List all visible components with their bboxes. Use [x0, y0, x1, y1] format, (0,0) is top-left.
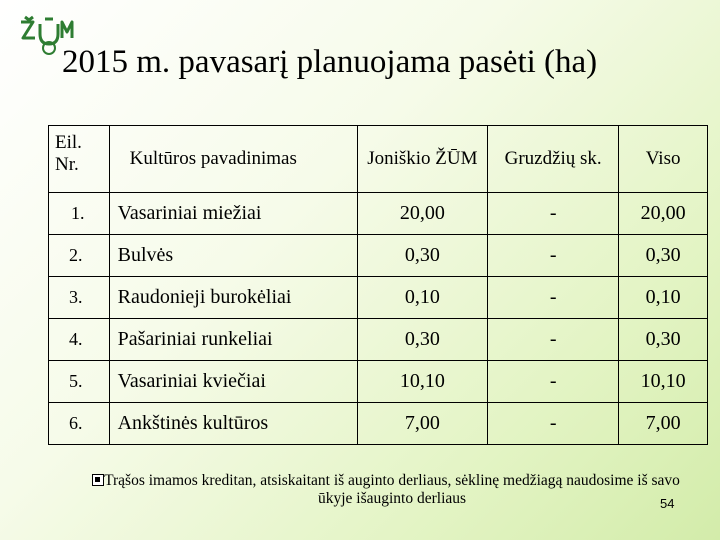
row-gruzdziu-value: -: [488, 235, 619, 277]
row-viso-value: 7,00: [619, 403, 708, 445]
row-nr: 6.: [49, 403, 110, 445]
header-joniskio: Joniškio ŽŪM: [357, 126, 487, 193]
row-nr: 5.: [49, 361, 110, 403]
row-viso-value: 10,10: [619, 361, 708, 403]
row-crop-name: Pašariniai runkeliai: [109, 319, 357, 361]
table-row: [49, 319, 708, 361]
row-nr: 1.: [49, 193, 110, 235]
row-gruzdziu-value: -: [488, 319, 619, 361]
row-crop-name: Vasariniai miežiai: [109, 193, 357, 235]
row-gruzdziu-value: -: [488, 403, 619, 445]
row-crop-name: Ankštinės kultūros: [109, 403, 357, 445]
page-title: 2015 m. pavasarį planuojama pasėti (ha): [62, 44, 598, 80]
row-joniskio-value: 10,10: [357, 361, 487, 403]
row-gruzdziu-value: -: [488, 361, 619, 403]
table-row: [49, 277, 708, 319]
table-row: [49, 403, 708, 445]
crops-table: [48, 125, 708, 445]
row-nr: 4.: [49, 319, 110, 361]
header-viso: Viso: [619, 126, 708, 193]
table-row: [49, 193, 708, 235]
row-nr: 3.: [49, 277, 110, 319]
row-crop-name: Vasariniai kviečiai: [109, 361, 357, 403]
page-number: 54: [660, 496, 675, 511]
header-crop-name: Kultūros pavadinimas: [109, 126, 357, 193]
row-nr: 2.: [49, 235, 110, 277]
table-header-row: [49, 126, 708, 193]
row-viso-value: 0,10: [619, 277, 708, 319]
row-joniskio-value: 0,10: [357, 277, 487, 319]
row-viso-value: 0,30: [619, 235, 708, 277]
row-crop-name: Bulvės: [109, 235, 357, 277]
table-row: [49, 361, 708, 403]
row-gruzdziu-value: -: [488, 193, 619, 235]
row-crop-name: Raudonieji burokėliai: [109, 277, 357, 319]
table-row: [49, 235, 708, 277]
row-viso-value: 20,00: [619, 193, 708, 235]
row-joniskio-value: 7,00: [357, 403, 487, 445]
row-joniskio-value: 0,30: [357, 319, 487, 361]
header-gruzdziu: Gruzdžių sk.: [488, 126, 619, 193]
row-viso-value: 0,30: [619, 319, 708, 361]
footnote: Trąšos imamos kreditan, atsiskaitant iš auginto derliaus, sėklinę medžiagą naudosime iš savo ūkyje išauginto derliaus: [104, 472, 680, 507]
header-nr: Eil. Nr.: [49, 126, 110, 193]
row-joniskio-value: 20,00: [357, 193, 487, 235]
row-gruzdziu-value: -: [488, 277, 619, 319]
row-joniskio-value: 0,30: [357, 235, 487, 277]
